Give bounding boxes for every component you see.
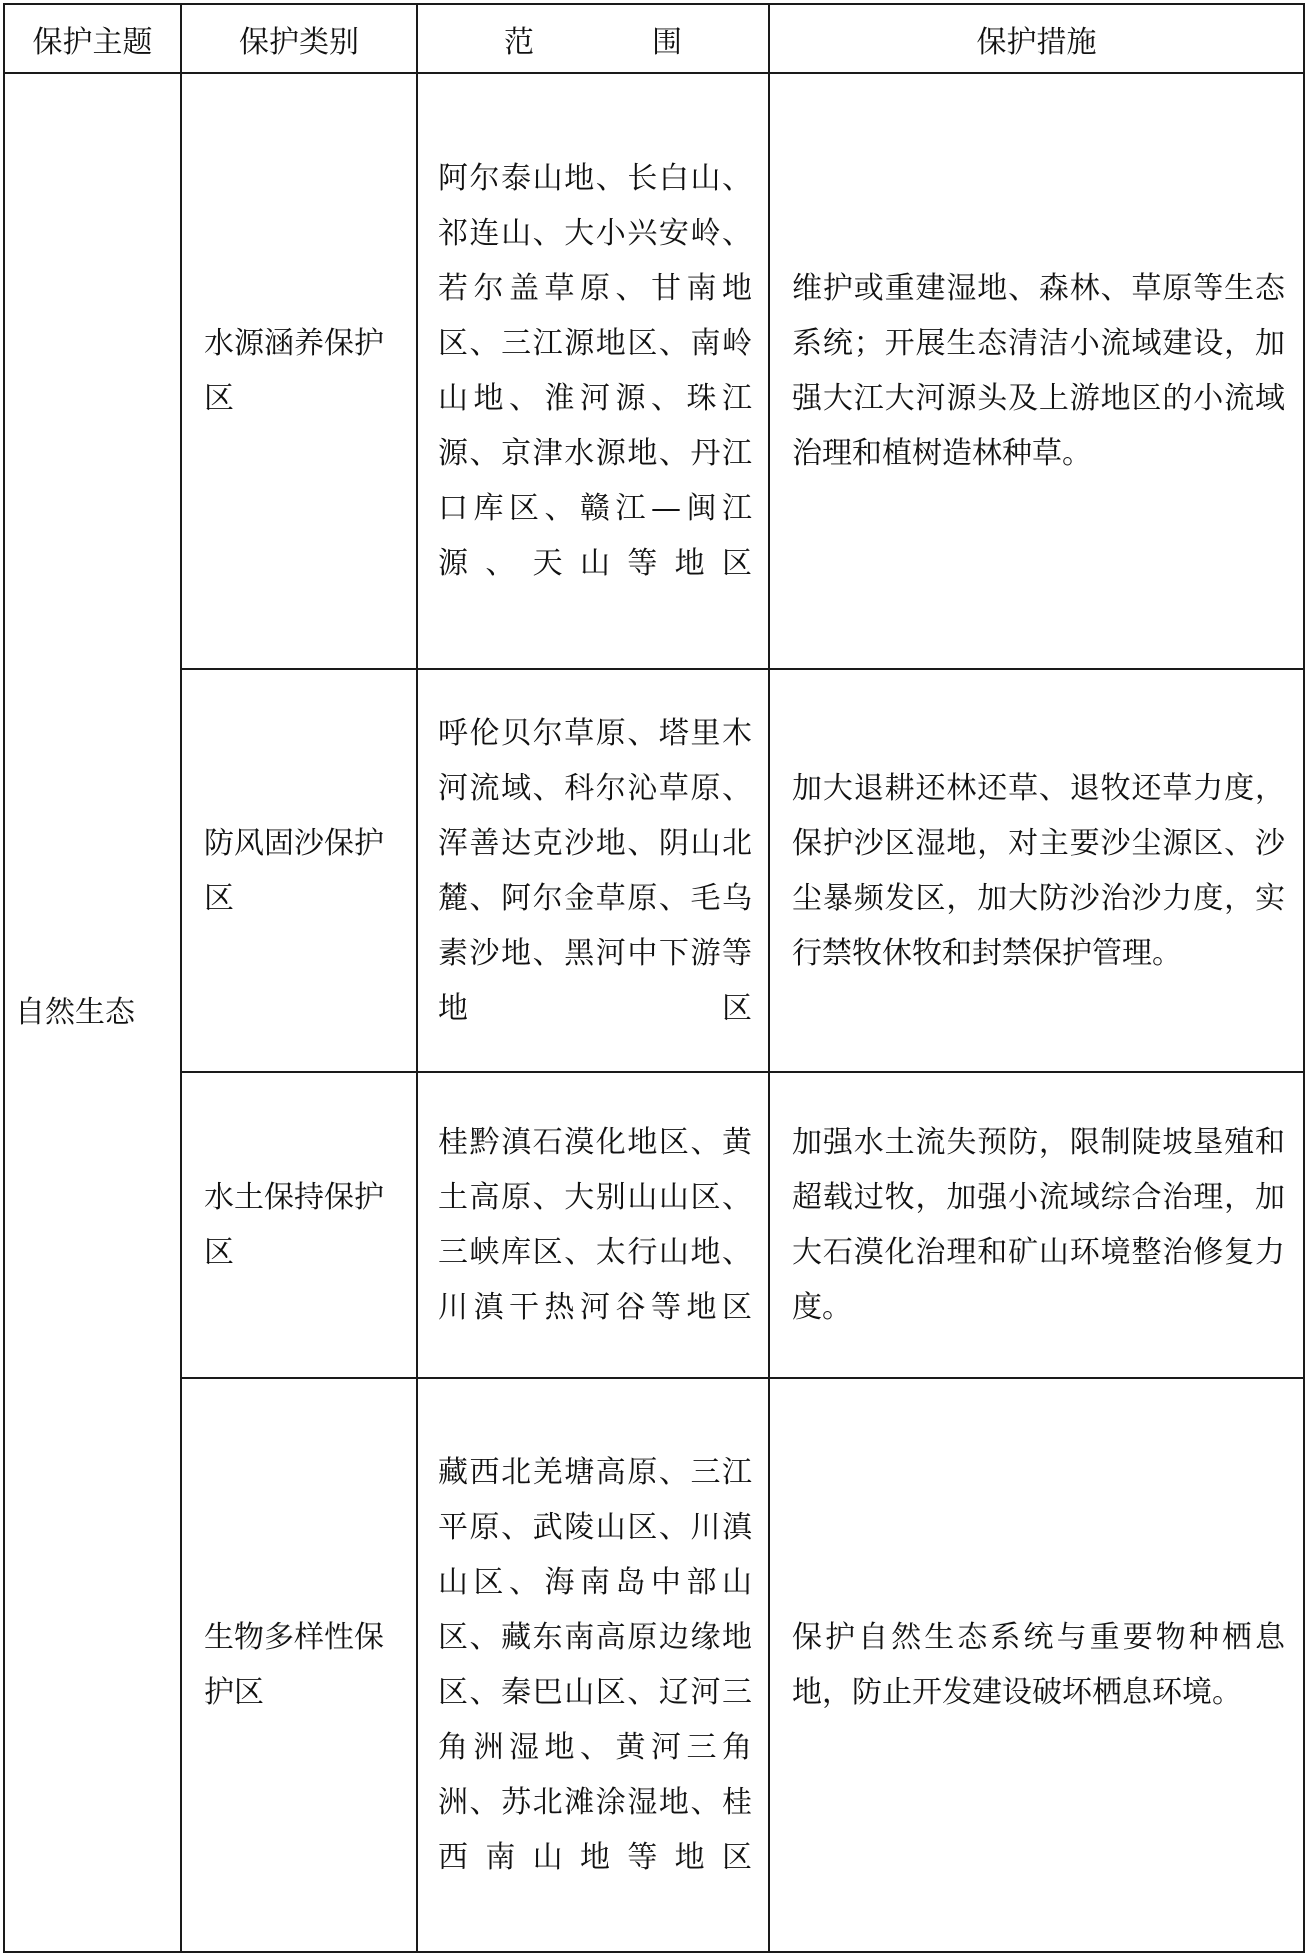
protection-table bbox=[3, 3, 1305, 1953]
range-cell: 阿尔泰山地、长白山、祁连山、大小兴安岭、若尔盖草原、甘南地区、三江源地区、南岭山地、淮河源、珠江源、京津水源地、丹江口库区、赣江—闽江源、天山等地区 bbox=[417, 73, 769, 669]
measures-cell: 维护或重建湿地、森林、草原等生态系统；开展生态清洁小流域建设，加强大江大河源头及上游地区的小流域治理和植树造林种草。 bbox=[769, 73, 1304, 669]
range-cell: 呼伦贝尔草原、塔里木河流域、科尔沁草原、浑善达克沙地、阴山北麓、阿尔金草原、毛乌素沙地、黑河中下游等地区 bbox=[417, 669, 769, 1072]
table-row bbox=[4, 1378, 1304, 1952]
category-cell: 水土保持保护区 bbox=[181, 1072, 417, 1378]
table-row bbox=[4, 73, 1304, 669]
range-cell: 藏西北羌塘高原、三江平原、武陵山区、川滇山区、海南岛中部山区、藏东南高原边缘地区、秦巴山区、辽河三角洲湿地、黄河三角洲、苏北滩涂湿地、桂西南山地等地区 bbox=[417, 1378, 769, 1952]
category-cell: 水源涵养保护区 bbox=[181, 73, 417, 669]
table-row bbox=[4, 669, 1304, 1072]
header-range: 范 围 bbox=[417, 4, 769, 73]
range-cell: 桂黔滇石漠化地区、黄土高原、大别山山区、三峡库区、太行山地、川滇干热河谷等地区 bbox=[417, 1072, 769, 1378]
measures-cell: 加大退耕还林还草、退牧还草力度，保护沙区湿地，对主要沙尘源区、沙尘暴频发区，加大防沙治沙力度，实行禁牧休牧和封禁保护管理。 bbox=[769, 669, 1304, 1072]
category-cell: 生物多样性保护区 bbox=[181, 1378, 417, 1952]
category-cell: 防风固沙保护区 bbox=[181, 669, 417, 1072]
header-measures: 保护措施 bbox=[769, 4, 1304, 73]
table-row bbox=[4, 1072, 1304, 1378]
measures-cell: 保护自然生态系统与重要物种栖息地，防止开发建设破坏栖息环境。 bbox=[769, 1378, 1304, 1952]
header-category: 保护类别 bbox=[181, 4, 417, 73]
header-theme: 保护主题 bbox=[4, 4, 181, 73]
measures-cell: 加强水土流失预防，限制陡坡垦殖和超载过牧，加强小流域综合治理，加大石漠化治理和矿山环境整治修复力度。 bbox=[769, 1072, 1304, 1378]
theme-cell: 自然生态 bbox=[4, 73, 181, 1952]
header-row bbox=[4, 4, 1304, 73]
